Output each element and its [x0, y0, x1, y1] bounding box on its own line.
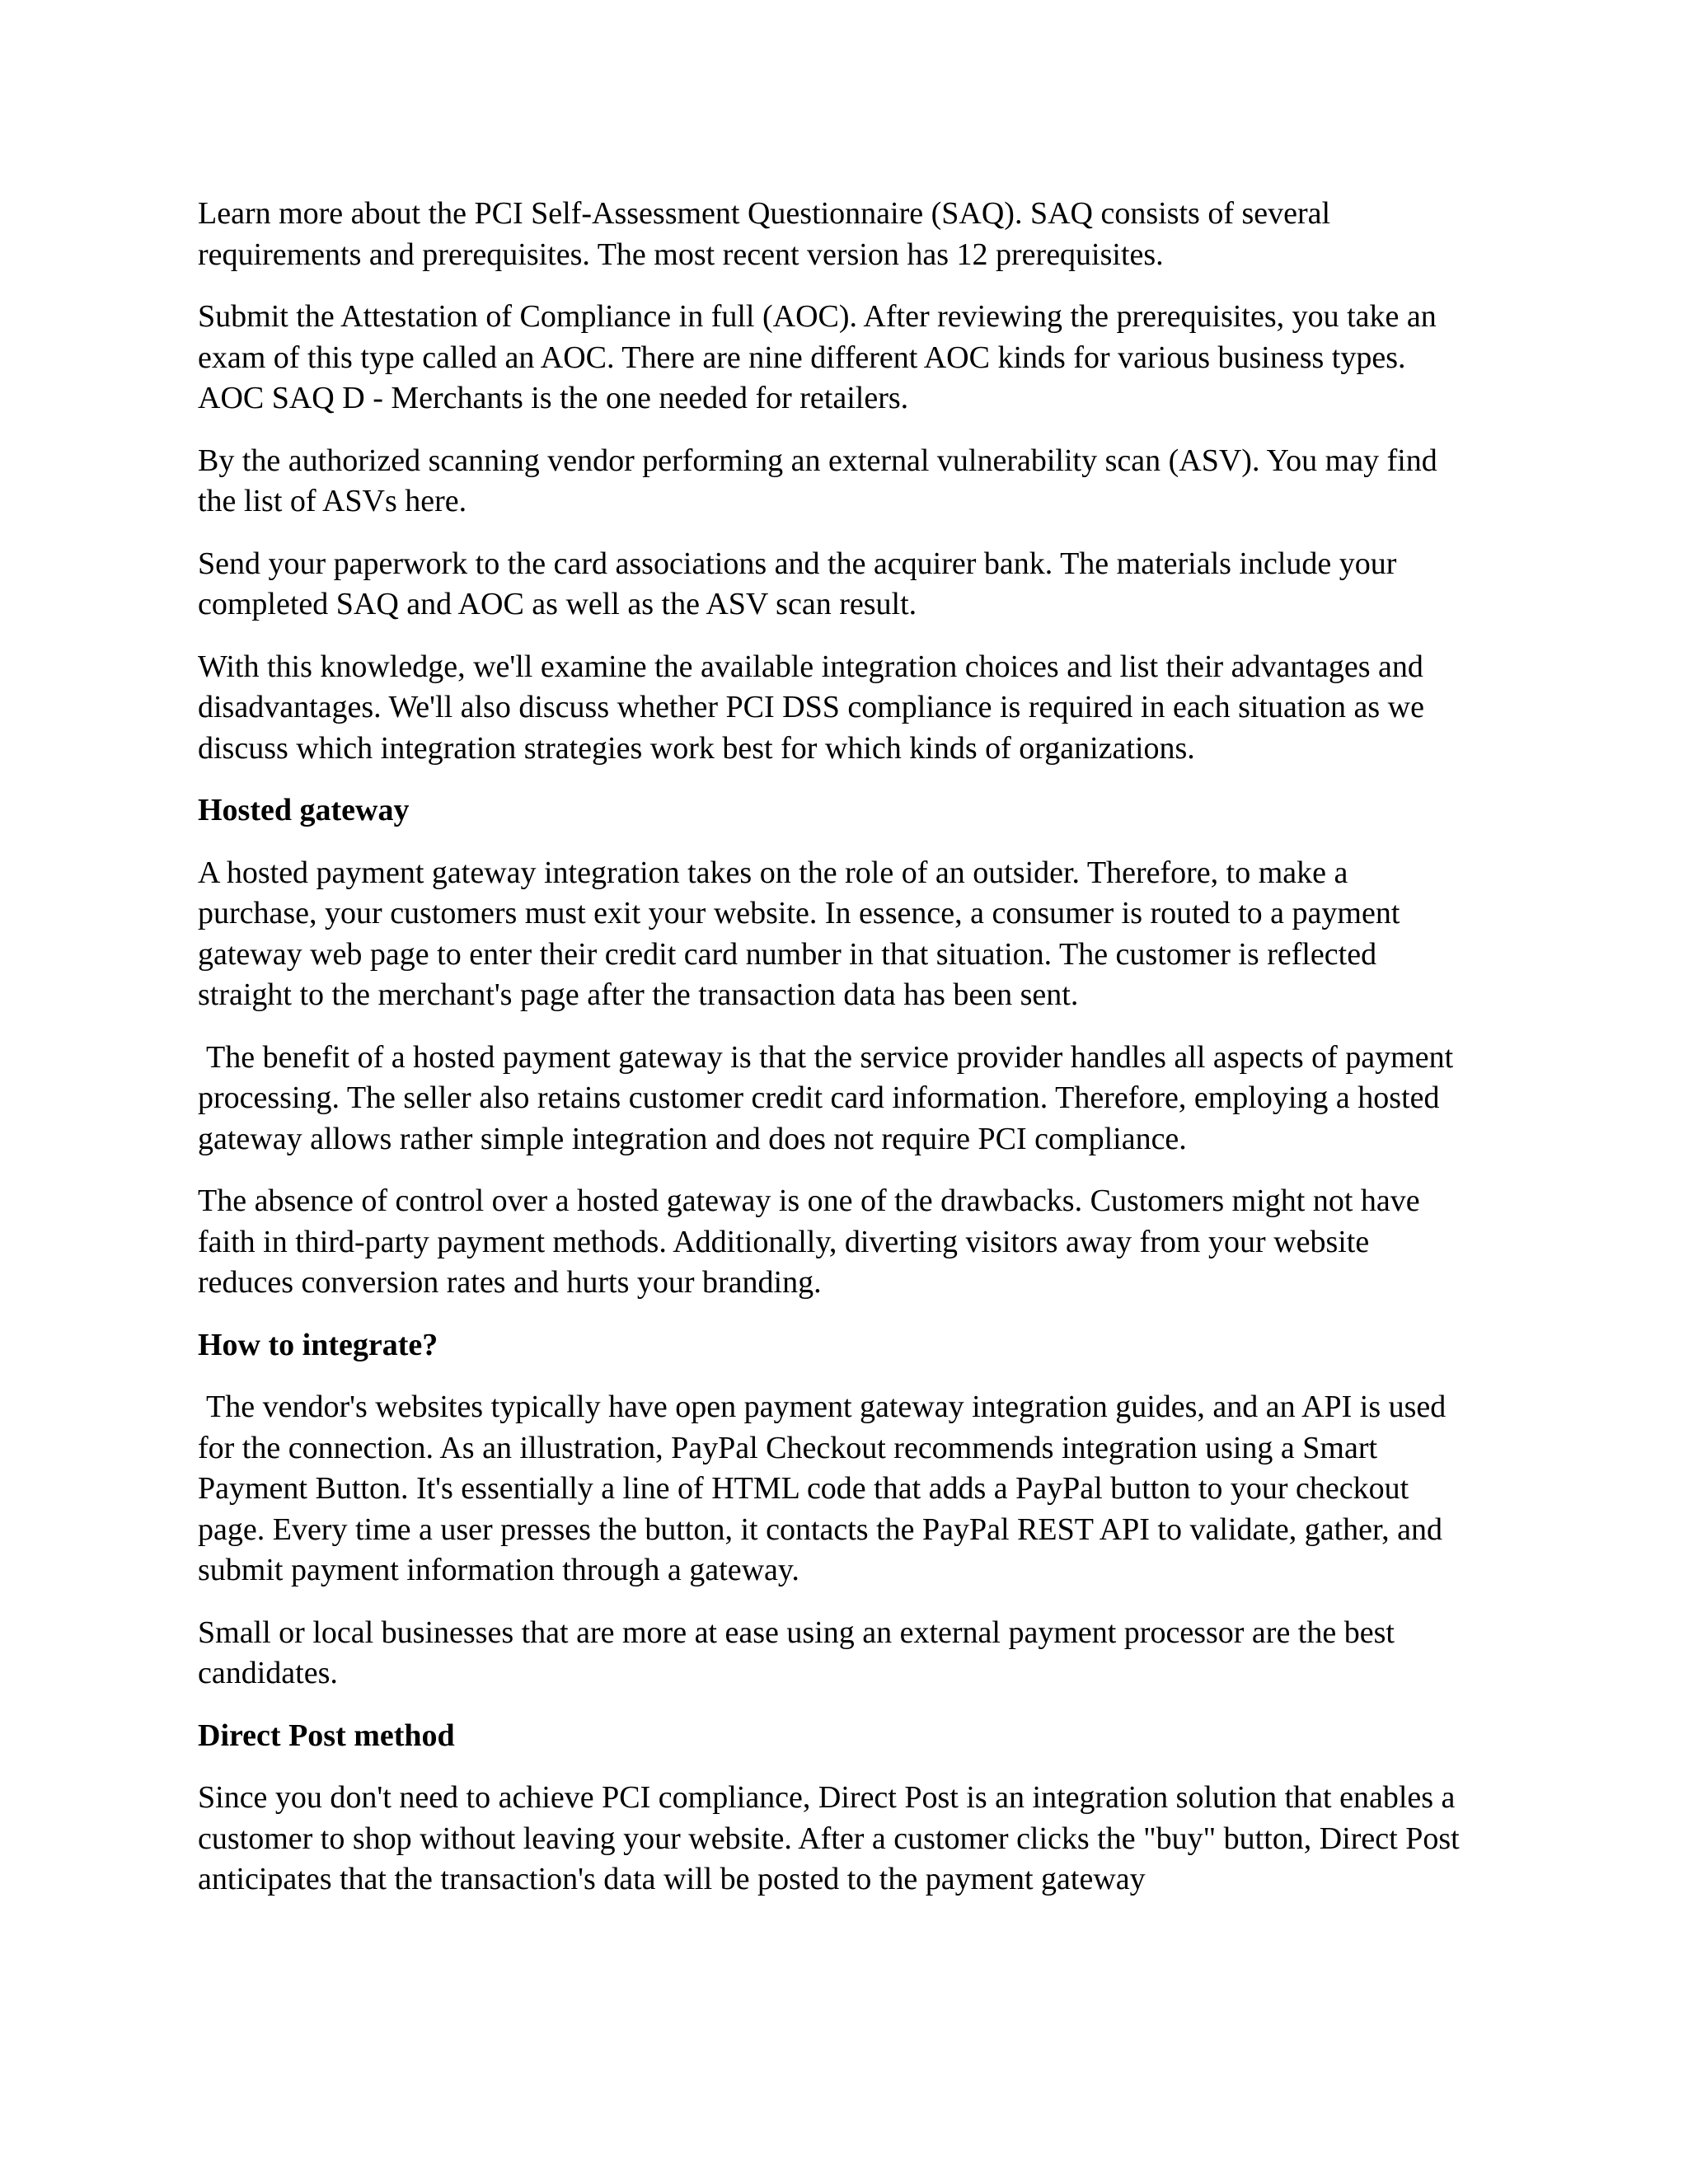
document-body — [198, 194, 1471, 1922]
paragraph-how-to-integrate: The vendor's websites typically have open payment gateway integration guides, and an API is used for the connection. As an illustration, PayPal Checkout recommends integration using a Smart Payment Button. It's essentially a line of HTML code that adds a PayPal button to your checkout page. Every time a user presses the button, it contacts the PayPal REST API to validate, gather, and submit payment information through a gateway. — [198, 1390, 1447, 1587]
paragraph-send-paperwork: Send your paperwork to the card associations and the acquirer bank. The materials include your completed SAQ and AOC as well as the ASV scan result. — [198, 546, 1397, 621]
heading-hosted-gateway: Hosted gateway — [198, 793, 410, 827]
paragraph-hosted-gateway-benefit: The benefit of a hosted payment gateway is that the service provider handles all aspects of payment processing. The seller also retains customer credit card information. Therefore, employing a hosted gateway allows rather simple integration and does not require PCI compliance. — [198, 1039, 1454, 1156]
paragraph-best-candidates: Small or local businesses that are more at ease using an external payment processor are the best candidates. — [198, 1615, 1395, 1690]
paragraph-hosted-gateway-drawbacks: The absence of control over a hosted gateway is one of the drawbacks. Customers might not have faith in third-party payment methods. Additionally, diverting visitors away from your website reduces conversion rates and hurts your branding. — [198, 1183, 1420, 1300]
paragraph-direct-post: Since you don't need to achieve PCI compliance, Direct Post is an integration solution that enables a customer to shop without leaving your website. After a customer clicks the "buy" button, Direct Post anticipates that the transaction's data will be posted to the payment gateway — [198, 1780, 1460, 1896]
paragraph-aoc: Submit the Attestation of Compliance in full (AOC). After reviewing the prerequisites, you take an exam of this type called an AOC. There are nine different AOC kinds for various business types. AOC SAQ D - Merchants is the one needed for retailers. — [198, 299, 1437, 415]
paragraph-integration-choices: With this knowledge, we'll examine the available integration choices and list their advantages and disadvantages. We'll also discuss whether PCI DSS compliance is required in each situation as we discuss which integration strategies work best for which kinds of organizations. — [198, 649, 1424, 766]
heading-direct-post-method: Direct Post method — [198, 1718, 455, 1753]
paragraph-saq: Learn more about the PCI Self-Assessment Questionnaire (SAQ). SAQ consists of several requirements and prerequisites. The most recent version has 12 prerequisites. — [198, 196, 1331, 272]
heading-how-to-integrate: How to integrate? — [198, 1327, 438, 1362]
paragraph-asv: By the authorized scanning vendor performing an external vulnerability scan (ASV). You may find the list of ASVs here. — [198, 443, 1437, 518]
paragraph-hosted-gateway-intro: A hosted payment gateway integration takes on the role of an outsider. Therefore, to make a purchase, your customers must exit your website. In essence, a consumer is routed to a payment gateway web page to enter their credit card number in that situation. The customer is reflected straight to the merchant's page after the transaction data has been sent. — [198, 855, 1400, 1012]
